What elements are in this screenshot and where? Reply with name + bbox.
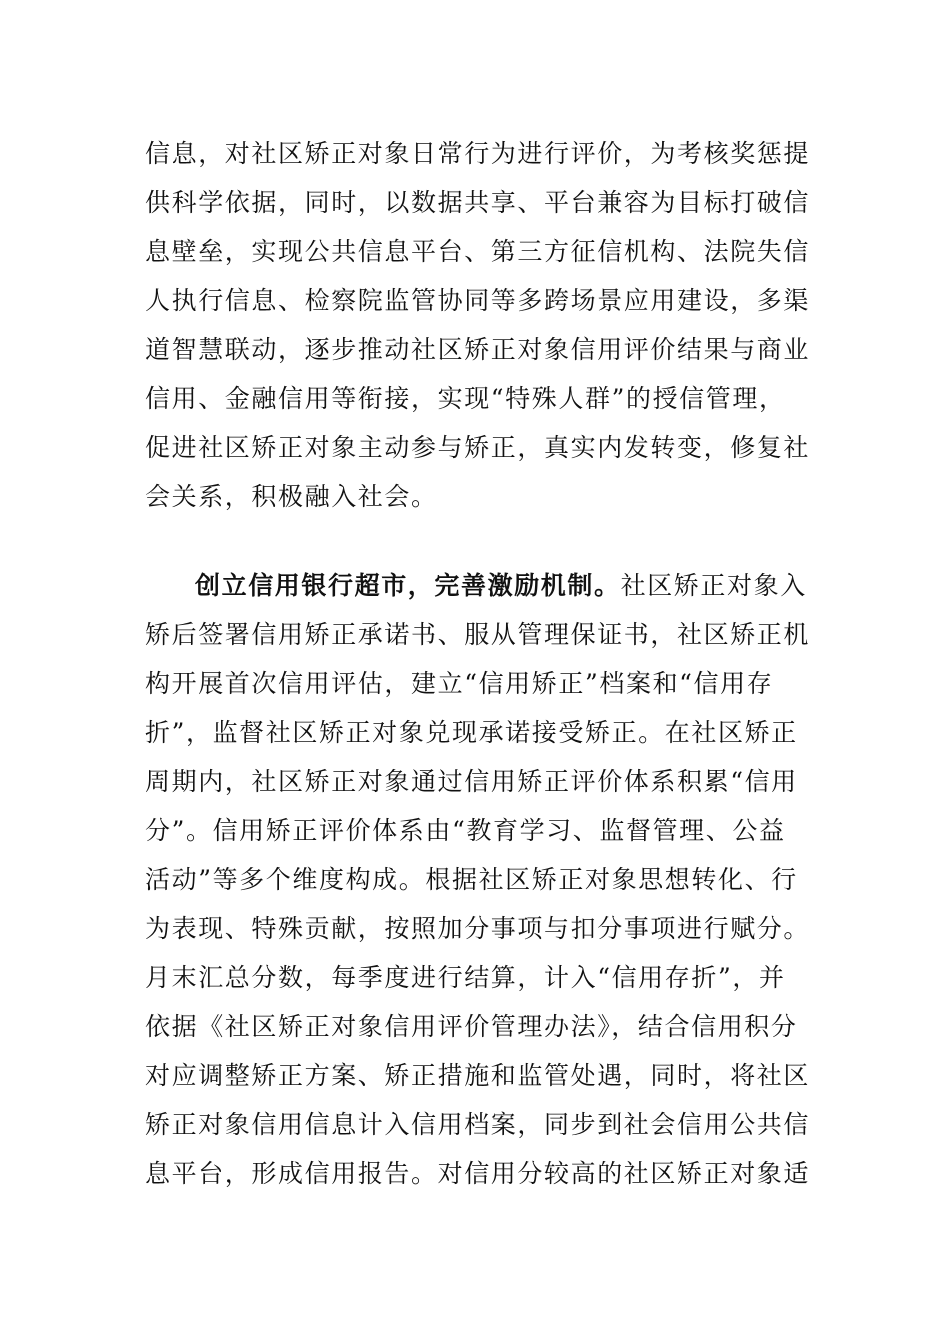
text-line: 周期内，社区矫正对象通过信用矫正评价体系积累“信用 (145, 767, 798, 796)
paragraph-first-line (195, 571, 807, 601)
text-line: 信用、金融信用等衔接，实现“特殊人群”的授信管理， (145, 384, 786, 413)
text-line: 矫正对象信用信息计入信用档案，同步到社会信用公共信 (145, 1110, 811, 1139)
text-line: 活动”等多个维度构成。根据社区矫正对象思想转化、行 (145, 865, 798, 894)
text-line: 供科学依据，同时，以数据共享、平台兼容为目标打破信 (145, 188, 811, 217)
text-line: 促进社区矫正对象主动参与矫正，真实内发转变，修复社 (145, 433, 811, 462)
text-line: 息壁垒，实现公共信息平台、第三方征信机构、法院失信 (145, 237, 811, 266)
text-line: 月末汇总分数，每季度进行结算，计入“信用存折”，并 (145, 963, 786, 992)
text-line: 对应调整矫正方案、矫正措施和监管处遇，同时，将社区 (145, 1061, 811, 1090)
text-line: 依据《社区矫正对象信用评价管理办法》，结合信用积分 (145, 1012, 798, 1041)
text-line: 分”。信用矫正评价体系由“教育学习、监督管理、公益 (145, 816, 786, 845)
text-line: 构开展首次信用评估，建立“信用矫正”档案和“信用存 (145, 669, 774, 698)
text-line: 矫后签署信用矫正承诺书、服从管理保证书，社区矫正机 (145, 620, 811, 649)
paragraph-text: 社区矫正对象入 (620, 571, 807, 600)
text-line: 折”，监督社区矫正对象兑现承诺接受矫正。在社区矫正 (145, 718, 798, 747)
text-line: 会关系，积极融入社会。 (145, 482, 438, 511)
text-line: 为表现、特殊贡献，按照加分事项与扣分事项进行赋分。 (145, 914, 811, 943)
text-line: 人执行信息、检察院监管协同等多跨场景应用建设，多渠 (145, 286, 811, 315)
paragraph-heading: 创立信用银行超市，完善激励机制。 (195, 571, 621, 600)
text-line: 息平台，形成信用报告。对信用分较高的社区矫正对象适 (145, 1159, 811, 1188)
text-line: 道智慧联动，逐步推动社区矫正对象信用评价结果与商业 (145, 335, 811, 364)
text-line: 信息，对社区矫正对象日常行为进行评价，为考核奖惩提 (145, 139, 811, 168)
